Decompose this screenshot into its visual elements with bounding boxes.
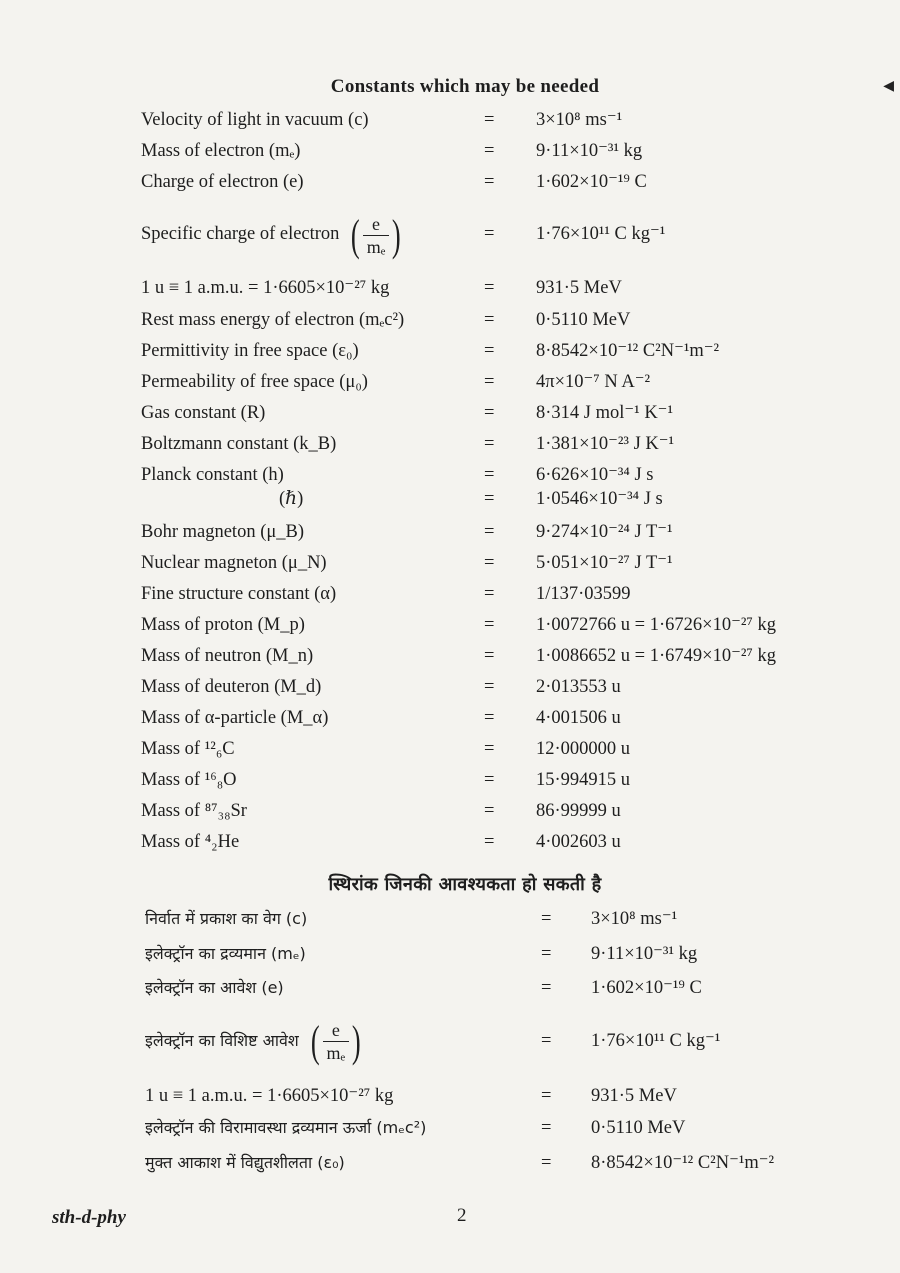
constant-label: Mass of electron (mₑ) <box>141 141 301 161</box>
constant-label: Permittivity in free space (ε₀) <box>141 341 359 361</box>
equals-sign: = <box>484 172 495 192</box>
constant-label: निर्वात में प्रकाश का वेग (c) <box>145 909 308 928</box>
constant-value: 0·5110 MeV <box>591 1118 686 1138</box>
equals-sign: = <box>484 278 495 298</box>
equals-sign: = <box>484 584 495 604</box>
constant-value: 3×10⁸ ms⁻¹ <box>536 110 623 130</box>
constant-row <box>141 672 841 702</box>
equals-sign: = <box>541 1118 552 1138</box>
constant-label: Fine structure constant (α) <box>141 584 337 604</box>
constant-label: इलेक्ट्रॉन का विशिष्ट आवेश <box>145 1031 299 1050</box>
constant-row <box>141 610 841 640</box>
constant-row <box>141 367 841 397</box>
constant-row <box>141 429 841 459</box>
hindi-heading: स्थिरांक जिनकी आवश्यकता हो सकती है <box>328 874 602 895</box>
constant-row <box>141 734 841 764</box>
equals-sign: = <box>541 978 552 998</box>
constant-value: 4·001506 u <box>536 708 621 728</box>
paper-code: sth-d-phy <box>52 1207 126 1228</box>
equals-sign: = <box>484 141 495 161</box>
constant-value: 8·8542×10⁻¹² C²N⁻¹m⁻² <box>591 1153 775 1173</box>
constant-label: Nuclear magneton (μ_N) <box>141 553 327 573</box>
constant-row-hindi <box>145 904 845 934</box>
fraction-numerator: e <box>363 213 390 236</box>
constant-label: Permeability of free space (μ₀) <box>141 372 368 392</box>
constant-row <box>141 398 841 428</box>
constant-label: (ℏ) <box>279 489 304 509</box>
constant-row <box>141 765 841 795</box>
corner-mark-icon: ◀ <box>883 79 894 94</box>
constant-value: 1·0546×10⁻³⁴ J s <box>536 489 663 509</box>
equals-sign: = <box>484 403 495 423</box>
constant-label: Mass of ⁸⁷₃₈Sr <box>141 801 247 821</box>
constant-value: 1·0072766 u = 1·6726×10⁻²⁷ kg <box>536 615 776 635</box>
constant-value: 931·5 MeV <box>536 278 622 298</box>
constant-label: Mass of proton (M_p) <box>141 615 305 635</box>
equals-sign: = <box>484 372 495 392</box>
equals-sign: = <box>484 522 495 542</box>
constant-value: 0·5110 MeV <box>536 310 631 330</box>
constant-label: Rest mass energy of electron (mₑc²) <box>141 310 405 330</box>
constant-row <box>141 136 841 166</box>
english-heading: Constants which may be needed <box>330 76 600 97</box>
constant-row <box>141 641 841 671</box>
constant-row-hindi <box>145 939 845 969</box>
equals-sign: = <box>484 708 495 728</box>
constant-value: 15·994915 u <box>536 770 631 790</box>
equals-sign: = <box>484 646 495 666</box>
constant-row <box>141 273 841 303</box>
constant-label: Boltzmann constant (k_B) <box>141 434 337 454</box>
constant-label-group <box>141 207 404 262</box>
constant-value: 8·314 J mol⁻¹ K⁻¹ <box>536 403 673 423</box>
equals-sign: = <box>484 770 495 790</box>
fraction-denominator: mₑ <box>366 237 386 257</box>
equals-sign: = <box>541 1031 552 1051</box>
constant-row <box>141 548 841 578</box>
equals-sign: = <box>484 739 495 759</box>
constant-label: इलेक्ट्रॉन की विरामावस्था द्रव्यमान ऊर्जा (mₑc²) <box>145 1118 427 1137</box>
constant-row <box>141 484 841 514</box>
constant-value: 4π×10⁻⁷ N A⁻² <box>536 372 650 392</box>
constant-label: 1 u ≡ 1 a.m.u. = 1·6605×10⁻²⁷ kg <box>145 1086 394 1106</box>
constant-row <box>141 579 841 609</box>
equals-sign: = <box>484 341 495 361</box>
constant-row <box>141 703 841 733</box>
constant-row-hindi <box>145 1148 845 1178</box>
constant-label: Bohr magneton (μ_B) <box>141 522 305 542</box>
equals-sign: = <box>541 1086 552 1106</box>
equals-sign: = <box>484 489 495 509</box>
constant-row <box>141 167 841 197</box>
constant-label: इलेक्ट्रॉन का आवेश (e) <box>145 978 284 997</box>
specific-charge-fraction: ( $\frac{e}{\text{mₑ}}$ ) <box>350 210 402 260</box>
constant-value: 8·8542×10⁻¹² C²N⁻¹m⁻² <box>536 341 720 361</box>
fraction-denominator: mₑ <box>326 1043 346 1064</box>
constant-row <box>141 336 841 366</box>
constant-value: 4·002603 u <box>536 832 621 852</box>
constant-value: 12·000000 u <box>536 739 631 759</box>
constant-label: Specific charge of electron <box>141 224 340 244</box>
equals-sign: = <box>484 434 495 454</box>
equals-sign: = <box>484 553 495 573</box>
constant-label: Mass of ⁴₂He <box>141 832 240 852</box>
constant-label: Mass of deuteron (M_d) <box>141 677 322 697</box>
constant-label: Velocity of light in vacuum (c) <box>141 110 369 130</box>
fraction-numerator: e <box>323 1019 350 1042</box>
constant-value: 931·5 MeV <box>591 1086 677 1106</box>
constant-label: 1 u ≡ 1 a.m.u. = 1·6605×10⁻²⁷ kg <box>141 278 390 298</box>
constant-row-hindi <box>145 1014 845 1068</box>
equals-sign: = <box>484 615 495 635</box>
constant-row <box>141 517 841 547</box>
constant-label: Mass of ¹²₆C <box>141 739 235 759</box>
equals-sign: = <box>484 310 495 330</box>
constant-label: Mass of α-particle (M_α) <box>141 708 329 728</box>
constant-row-hindi <box>145 1081 845 1111</box>
constant-value: 1·602×10⁻¹⁹ C <box>536 172 647 192</box>
constant-label: Charge of electron (e) <box>141 172 304 192</box>
constant-row-hindi <box>145 1113 845 1143</box>
specific-charge-fraction: ( $\frac{e}{\text{mₑ}}$ ) <box>310 1016 361 1066</box>
constant-value: 1/137·03599 <box>536 584 631 604</box>
constant-value: 1·76×10¹¹ C kg⁻¹ <box>591 1031 721 1051</box>
equals-sign: = <box>541 1153 552 1173</box>
equals-sign: = <box>541 944 552 964</box>
constant-label: मुक्त आकाश में विद्युतशीलता (ε₀) <box>145 1153 345 1172</box>
constant-label: Mass of neutron (M_n) <box>141 646 314 666</box>
constant-value: 6·626×10⁻³⁴ J s <box>536 465 654 485</box>
constant-value: 9·11×10⁻³¹ kg <box>591 944 698 964</box>
constant-value: 1·0086652 u = 1·6749×10⁻²⁷ kg <box>536 646 776 666</box>
constant-label-group <box>145 1014 364 1069</box>
equals-sign: = <box>484 224 495 244</box>
constant-row <box>141 796 841 826</box>
equals-sign: = <box>484 832 495 852</box>
constant-label: इलेक्ट्रॉन का द्रव्यमान (mₑ) <box>145 944 306 963</box>
page-number: 2 <box>457 1205 467 1226</box>
constant-value: 9·11×10⁻³¹ kg <box>536 141 643 161</box>
constant-value: 86·99999 u <box>536 801 621 821</box>
constant-label: Gas constant (R) <box>141 403 266 423</box>
equals-sign: = <box>484 677 495 697</box>
constant-label: Planck constant (h) <box>141 465 284 485</box>
constant-row <box>141 305 841 335</box>
constant-row <box>141 105 841 135</box>
constant-value: 5·051×10⁻²⁷ J T⁻¹ <box>536 553 673 573</box>
constant-value: 3×10⁸ ms⁻¹ <box>591 909 678 929</box>
constant-row-hindi <box>145 973 845 1003</box>
constant-value: 9·274×10⁻²⁴ J T⁻¹ <box>536 522 673 542</box>
constant-value: 1·76×10¹¹ C kg⁻¹ <box>536 224 666 244</box>
equals-sign: = <box>484 801 495 821</box>
constant-row <box>141 207 841 261</box>
constant-label: Mass of ¹⁶₈O <box>141 770 237 790</box>
equals-sign: = <box>484 110 495 130</box>
equals-sign: = <box>541 909 552 929</box>
constant-value: 1·602×10⁻¹⁹ C <box>591 978 702 998</box>
constant-value: 1·381×10⁻²³ J K⁻¹ <box>536 434 675 454</box>
constant-row <box>141 827 841 857</box>
equals-sign: = <box>484 465 495 485</box>
constant-value: 2·013553 u <box>536 677 621 697</box>
